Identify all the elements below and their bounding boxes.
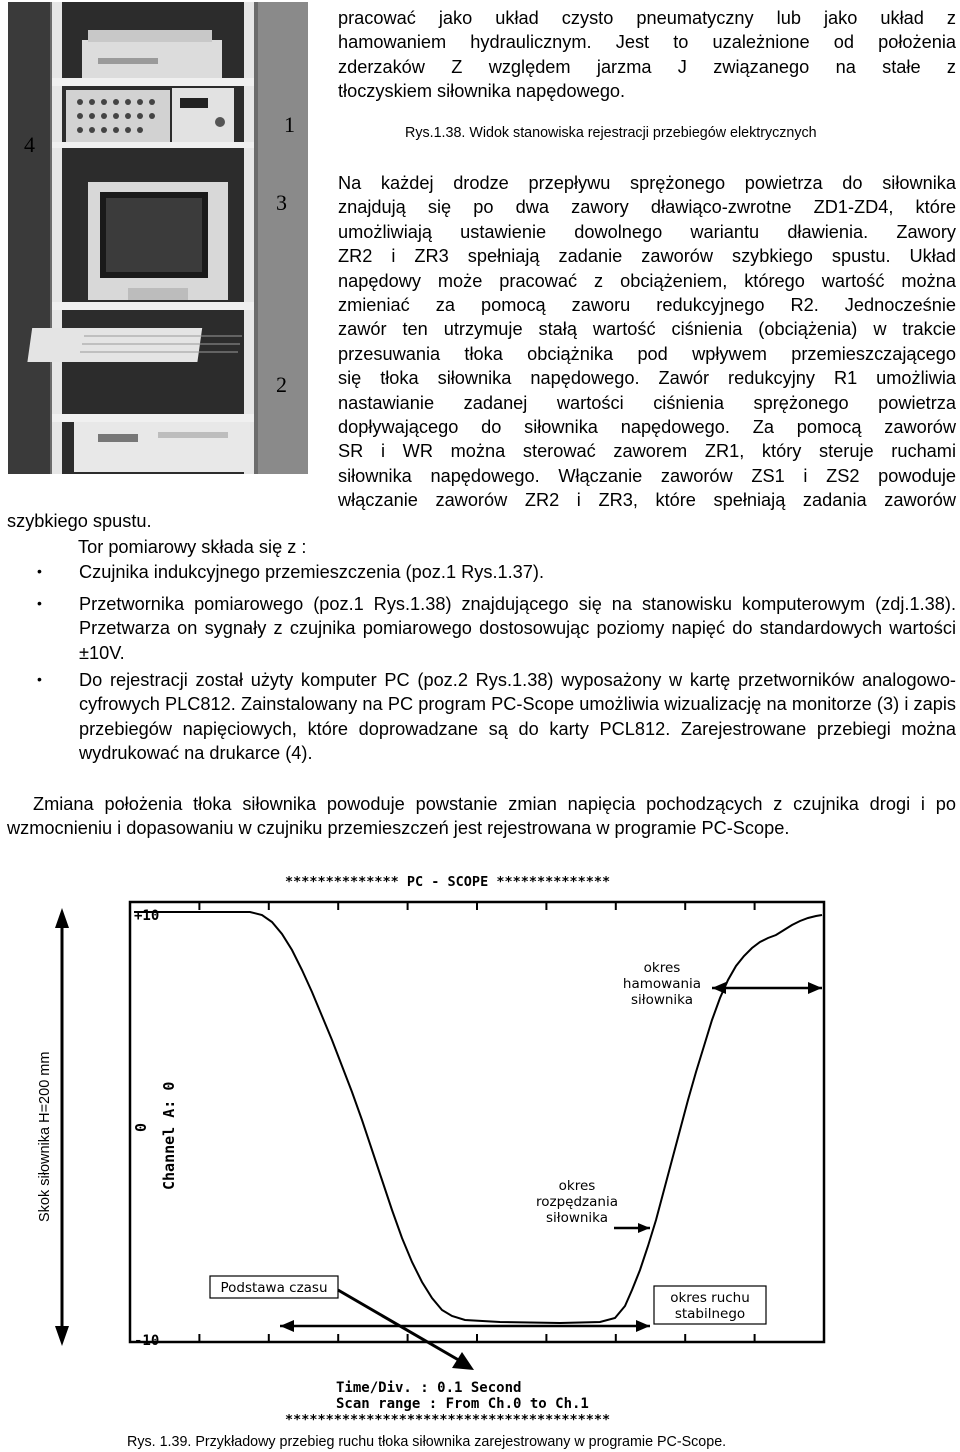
y-top-label: +10 [134, 908, 160, 924]
valves-paragraph [338, 171, 956, 513]
zero-label: 0 [132, 1122, 150, 1132]
intro-text [338, 6, 956, 104]
time-base-label: Podstawa czasu [220, 1280, 328, 1296]
time-div-readout: Time/Div. : 0.1 Second [336, 1380, 522, 1396]
steady-label-line1: okres ruchu [670, 1290, 750, 1306]
bullet-glyph: • [37, 595, 42, 611]
figure-caption: Rys. 1.39. Przykładowy przebieg ruchu tłoka siłownika zarejestrowany w programie PC-Scope. [127, 1434, 727, 1450]
workstation-photo [8, 2, 308, 474]
photo-caption: Rys.1.38. Widok stanowiska rejestracji przebiegów elektrycznych [405, 125, 817, 141]
accel-label-line3: siłownika [545, 1210, 609, 1226]
arrow-left-icon [712, 982, 726, 994]
bullet-glyph: • [37, 671, 42, 687]
arrow-right-icon [636, 1320, 650, 1332]
intro-line: hamowaniem hydraulicznym. Jest to uzależnione od położenia [338, 32, 956, 53]
list-intro: Tor pomiarowy składa się z : [78, 537, 307, 557]
photo-label-computer: 2 [276, 372, 287, 397]
channel-label: Channel A: 0 [160, 1081, 178, 1190]
para-line: siłownika napędowego. Włączanie zaworów ZS1 i ZS2 powoduje [338, 465, 956, 486]
photo-label-printer: 4 [24, 132, 35, 157]
scan-range-readout: Scan range : From Ch.0 to Ch.1 [336, 1396, 589, 1412]
photo-label-converter: 1 [284, 112, 295, 137]
bullet-glyph: • [37, 563, 42, 579]
arrow-down-icon [55, 1326, 69, 1346]
para-line: napędowy może pracować z obciążeniem, którego wartość można [338, 270, 956, 291]
summary-paragraph: Zmiana położenia tłoka siłownika powoduje powstanie zmian napięcia pochodzących z czujnika drogi i po wzmocnieniu i dopasowaniu w czujniku przemieszczeń jest rejestrowana w programie PC-Scope. [7, 794, 956, 839]
braking-label-line3: siłownika [630, 992, 694, 1008]
para-line: ZR2 i ZR3 spełniają zadanie zaworów szybkiego spustu. Układ [338, 246, 956, 267]
para-line: się tłoka siłownika napędowego. Zawór redukcyjny R1 umożliwia [338, 368, 956, 389]
para-line: włączanie zaworów ZR2 i ZR3, które spełniają zadania zaworów [338, 490, 956, 511]
para-line: Na każdej drodze przepływu sprężonego powietrza do siłownika [338, 173, 956, 193]
scope-header: ************** PC - SCOPE ************** [285, 874, 611, 890]
arrow-left-icon [280, 1320, 294, 1332]
scope-chart [0, 866, 960, 1426]
y-bottom-label: -10 [134, 1333, 160, 1349]
para-line: dopływającego do siłownika napędowego. Za pomocą zaworów [338, 417, 956, 438]
intro-line: tłoczyskiem siłownika napędowego. [338, 81, 626, 102]
para-line: zmieniać za pomocą zaworu redukcyjnego R2. Jednocześnie [338, 295, 956, 316]
intro-line: pracować jako układ czysto pneumatyczny lub jako układ z [338, 8, 956, 28]
steady-label-line2: stabilnego [674, 1306, 746, 1322]
accel-label-line1: okres [558, 1178, 596, 1194]
stroke-label: Skok siłownika H=200 mm [37, 1051, 53, 1222]
para-line: znajdują się po dwa zawory dławiąco-zwrotne ZD1-ZD4, które [338, 197, 956, 218]
para-line: nastawianie zadanej wartości ciśnienia sprężonego powietrza [338, 392, 956, 413]
arrow-icon [452, 1352, 474, 1370]
list-item-text: Przetwornika pomiarowego (poz.1 Rys.1.38) znajdującego się na stanowisku komputerowym (zdj.1.38). Przetwarza on sygnały z czujnika pomiarowego dostosowując poziomy napięć do standardowych wartości ±10V. [79, 594, 956, 663]
waveform-trace [134, 912, 822, 1323]
para-line: umożliwiają ustawienie dowolnego wariantu dławienia. Zawory [338, 221, 956, 242]
para-line: przesuwania tłoka obciążnika pod wpływem przemieszczającego [338, 343, 956, 364]
arrow-right-icon [638, 1223, 650, 1233]
braking-label-line2: hamowania [622, 976, 702, 992]
intro-line: zderzaków Z względem jarzma J związanego na stałe z [338, 56, 956, 77]
para-tail: szybkiego spustu. [7, 511, 152, 531]
arrow-up-icon [55, 908, 69, 928]
para-line: zawór ten utrzymuje stałą wartość ciśnienia (obciążenia) w trakcie [338, 319, 956, 340]
photo-label-monitor: 3 [276, 190, 287, 215]
accel-label-line2: rozpędzania [536, 1194, 618, 1210]
scope-footer: **************************************** [285, 1412, 611, 1426]
para-line: SR i WR można sterować zaworem ZR1, który steruje ruchami [338, 441, 956, 462]
braking-label-line1: okres [643, 960, 681, 976]
arrow-right-icon [808, 982, 822, 994]
list-item-text: Czujnika indukcyjnego przemieszczenia (poz.1 Rys.1.37). [79, 562, 545, 582]
list-item-text: Do rejestracji został użyty komputer PC (poz.2 Rys.1.38) wyposażony w kartę przetworników analogowo-cyfrowych PLC812. Zainstalowany na PC program PC-Scope umożliwia wizualizację na monitorze (3) i zapis przebiegów napięciowych, które doprowadzane są do karty PCL812. Zarejestrowane przebiegi można wydrukować na drukarce (4). [79, 670, 956, 764]
